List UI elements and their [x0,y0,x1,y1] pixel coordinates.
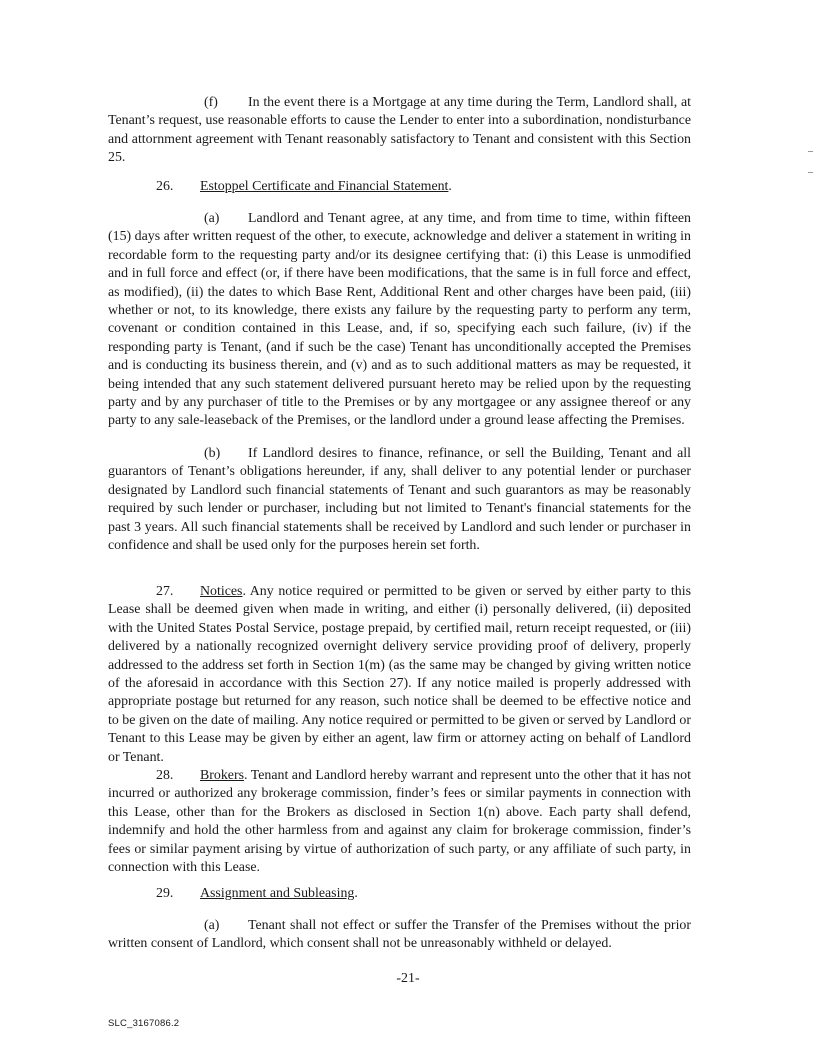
section-26a-paragraph [108,210,691,431]
section-27-title: Notices [200,584,243,599]
section-26a-label: (a) [204,211,220,226]
section-29a-text: Tenant shall not effect or suffer the Transfer of the Premises without the prior written consent of Landlord, which consent shall not be unreasonably withheld or delayed. [108,918,691,952]
section-25f-text: In the event there is a Mortgage at any time during the Term, Landlord shall, at Tenant’s request, use reasonable efforts to cause the Lender to enter into a subordination, nondisturbance and attornment agreement with Tenant reasonably satisfactory to Tenant and consistent with this Section 25. [108,95,691,166]
section-28-text: . Tenant and Landlord hereby warrant and represent unto the other that it has not incurred or authorized any brokerage commission, finder’s fees or similar payments in connection with this Lease, other than for the Brokers as disclosed in Section 1(n) above. Each party shall defend, indemnify and hold the other harmless from and against any claim for brokerage commission, finder’s fees or similar payment arising by virtue of authorization of such party, or any affiliate of such party, in connection with this Lease. [108,768,691,876]
section-28-number: 28. [156,768,174,783]
section-26b-label: (b) [204,446,221,461]
document-id: SLC_3167086.2 [108,1018,180,1029]
section-29-heading [156,885,358,903]
section-26-heading [156,178,452,196]
section-26a-text: Landlord and Tenant agree, at any time, and from time to time, within fifteen (15) days after written request of the other, to execute, acknowledge and deliver a statement in writing in recordable form to the requesting party and/or its designee certifying that: (i) this Lease is unmodified and in full force and effect (or, if there have been modifications, that the same is in full force and effect, as modified), (ii) the dates to which Base Rent, Additional Rent and other charges have been paid, (iii) whether or not, to its knowledge, there exists any failure by the requesting party to perform any term, covenant or condition contained in this Lease, and, if so, specifying each such failure, (iv) if the responding party is Tenant, (and if such be the case) Tenant has unconditionally accepted the Premises and is conducting its business therein, and (v) and as to such additional matters as may be requested, it being intended that any such statement delivered pursuant hereto may be relied upon by the requesting party and by any purchaser of title to the Premises or by any mortgagee or any assignee thereof or any party to any sale-leaseback of the Premises, or the landlord under a ground lease affecting the Premises. [108,211,691,429]
section-27-paragraph [108,583,691,767]
margin-mark [808,151,813,152]
section-26-title: Estoppel Certificate and Financial Statement [200,179,449,194]
section-28-paragraph [108,767,691,877]
section-27-text: . Any notice required or permitted to be given or served by either party to this Lease shall be deemed given when made in writing, and either (i) personally delivered, (ii) deposited with the United States Postal Service, postage prepaid, by certified mail, return receipt requested, or (iii) delivered by a nationally recognized overnight delivery service providing proof of delivery, properly addressed to the address set forth in Section 1(m) (as the same may be changed by giving written notice of the aforesaid in accordance with this Section 27). If any notice mailed is properly addressed with appropriate postage but returned for any reason, such notice shall be deemed to be effective notice and to be given on the date of mailing. Any notice required or permitted to be given or served by Landlord or Tenant to this Lease may be given by either an agent, law firm or attorney acting on behalf of Landlord or Tenant. [108,584,691,765]
section-25f-paragraph [108,94,691,168]
section-29-period: . [354,886,358,901]
section-29-number: 29. [156,886,174,901]
section-29-title: Assignment and Subleasing [200,886,355,901]
section-29a-label: (a) [204,918,220,933]
section-26b-paragraph [108,445,691,555]
section-28-title: Brokers [200,768,244,783]
margin-mark [808,172,813,173]
section-26-number: 26. [156,179,174,194]
section-29a-paragraph [108,917,691,954]
section-27-number: 27. [156,584,174,599]
page-number: -21- [396,971,420,986]
section-26-period: . [448,179,452,194]
section-26b-text: If Landlord desires to finance, refinance, or sell the Building, Tenant and all guarantors of Tenant’s obligations hereunder, if any, shall deliver to any potential lender or purchaser designated by Landlord such financial statements of Tenant and such guarantors as may be reasonably required by such lender or purchaser, including but not limited to Tenant's financial statements for the past 3 years. All such financial statements shall be received by Landlord and such lender or purchaser in confidence and shall be used only for the purposes herein set forth. [108,446,691,554]
section-25f-label: (f) [204,95,218,110]
